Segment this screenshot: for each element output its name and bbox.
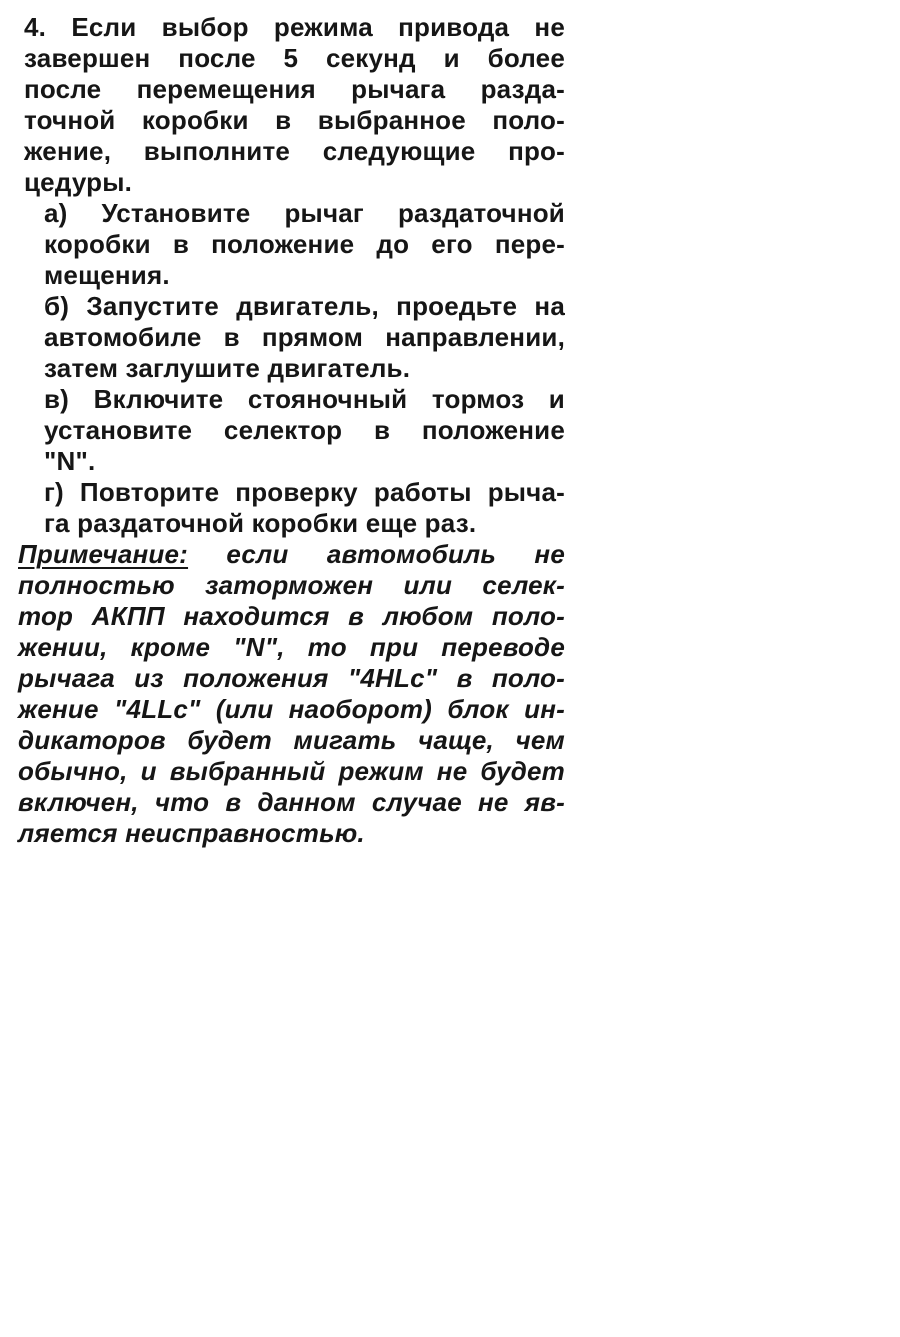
text-line — [24, 74, 565, 105]
substep-b — [24, 291, 565, 384]
text-segment: тор АКПП находится в любом поло- — [18, 601, 565, 631]
substep-a — [24, 198, 565, 291]
text-segment: 4. Если выбор режима привода не — [24, 12, 565, 42]
text-line — [44, 198, 565, 229]
text-line — [18, 725, 565, 756]
text-segment: если автомобиль не — [188, 539, 565, 569]
text-line — [18, 663, 565, 694]
text-segment: "N". — [44, 446, 96, 476]
text-segment: г) Повторите проверку работы рыча- — [44, 477, 565, 507]
text-line — [44, 229, 565, 260]
text-segment: завершен после 5 секунд и более — [24, 43, 565, 73]
text-segment: жение, выполните следующие про- — [24, 136, 565, 166]
note-paragraph — [18, 539, 565, 849]
text-segment: точной коробки в выбранное поло- — [24, 105, 565, 135]
text-segment: полностью заторможен или селек- — [18, 570, 565, 600]
text-segment: коробки в положение до его пере- — [44, 229, 565, 259]
text-line — [18, 570, 565, 601]
text-line — [18, 632, 565, 663]
text-segment: жение "4LLc" (или наоборот) блок ин- — [18, 694, 565, 724]
text-line — [44, 260, 565, 291]
text-segment: в) Включите стояночный тормоз и — [44, 384, 565, 414]
text-line — [44, 415, 565, 446]
text-line — [44, 291, 565, 322]
text-line — [44, 384, 565, 415]
text-segment: ляется неисправностью. — [18, 818, 365, 848]
text-line — [18, 787, 565, 818]
step-4-paragraph — [24, 12, 565, 198]
text-line — [44, 477, 565, 508]
text-line — [24, 136, 565, 167]
text-segment: га раздаточной коробки еще раз. — [44, 508, 477, 538]
substep-g — [24, 477, 565, 539]
text-line — [18, 694, 565, 725]
text-segment: а) Установите рычаг раздаточной — [44, 198, 565, 228]
text-line — [18, 601, 565, 632]
text-segment: автомобиле в прямом направлении, — [44, 322, 565, 352]
text-line — [18, 539, 565, 570]
text-line — [44, 446, 565, 477]
text-segment: цедуры. — [24, 167, 133, 197]
text-line — [24, 167, 565, 198]
text-line — [24, 43, 565, 74]
text-segment: дикаторов будет мигать чаще, чем — [18, 725, 565, 755]
text-segment: после перемещения рычага разда- — [24, 74, 565, 104]
text-segment: жении, кроме "N", то при переводе — [18, 632, 565, 662]
document-text — [18, 12, 565, 849]
text-line — [44, 508, 565, 539]
text-segment: затем заглушите двигатель. — [44, 353, 411, 383]
text-line — [44, 353, 565, 384]
text-segment: обычно, и выбранный режим не будет — [18, 756, 565, 786]
text-segment: б) Запустите двигатель, проедьте на — [44, 291, 565, 321]
text-line — [44, 322, 565, 353]
text-segment: установите селектор в положение — [44, 415, 565, 445]
substep-v — [24, 384, 565, 477]
text-line — [18, 818, 565, 849]
text-segment: включен, что в данном случае не яв- — [18, 787, 565, 817]
text-line — [24, 12, 565, 43]
text-line — [24, 105, 565, 136]
text-line — [18, 756, 565, 787]
text-segment: мещения. — [44, 260, 170, 290]
text-segment: рычага из положения "4HLc" в поло- — [18, 663, 565, 693]
note-label-underlined: Примечание: — [18, 539, 189, 569]
